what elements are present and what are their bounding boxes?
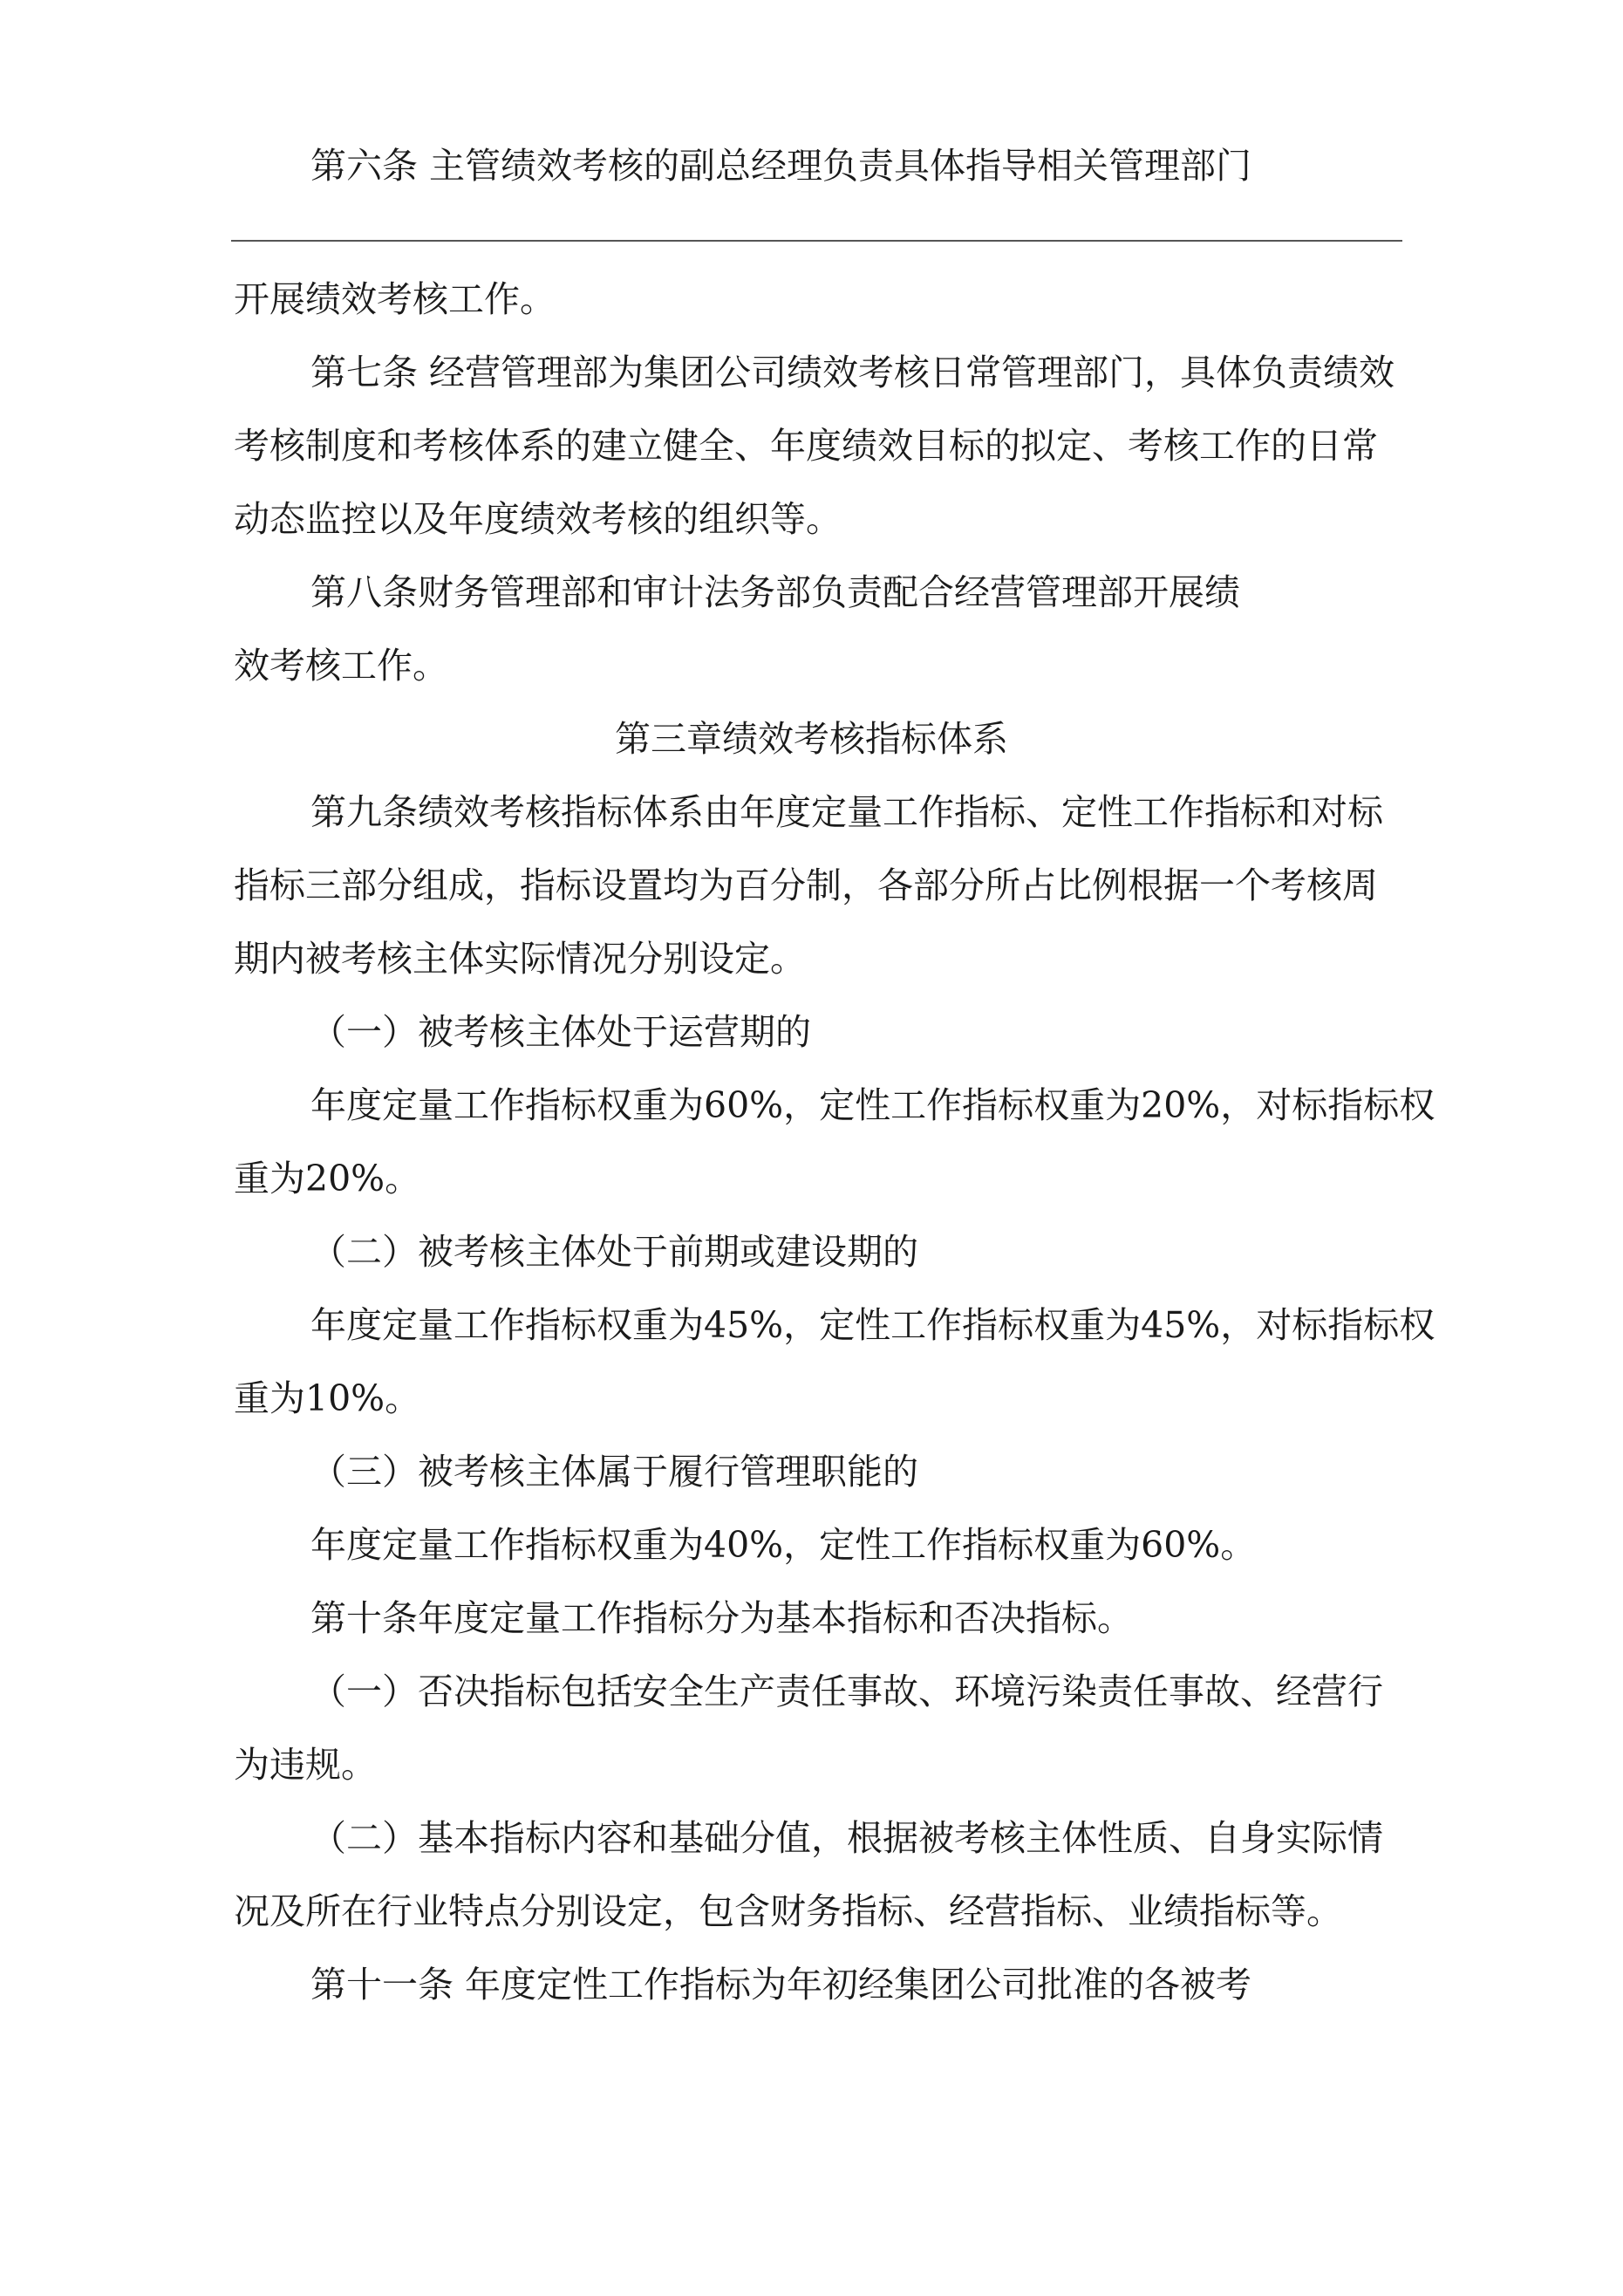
article-7-line: 第七条 经营管理部为集团公司绩效考核日常管理部门，具体负责绩效 [310,352,1395,393]
paragraph-line: 况及所在行业特点分别设定，包含财务指标、经营指标、业绩指标等。 [234,1890,1342,1932]
paragraph-line: 年度定量工作指标权重为60%，定性工作指标权重为20%，对标指标权 [310,1084,1435,1126]
article-8-line: 第八条财务管理部和审计法务部负责配合经营管理部开展绩 [310,571,1240,613]
paragraph-line: 年度定量工作指标权重为45%，定性工作指标权重为45%，对标指标权 [310,1304,1435,1346]
paragraph-line: 开展绩效考核工作。 [234,278,556,320]
list-item-3: （三）被考核主体属于履行管理职能的 [310,1451,918,1493]
chapter-3-title: 第三章绩效考核指标体系 [615,718,1008,760]
paragraph-line: 期内被考核主体实际情况分别设定。 [234,938,806,980]
list-item-basic: （二）基本指标内容和基础分值，根据被考核主体性质、自身实际情 [310,1817,1383,1859]
header-rule [231,240,1402,242]
article-6-heading: 第六条 主管绩效考核的副总经理负责具体指导相关管理部门 [310,145,1252,187]
list-item-2: （二）被考核主体处于前期或建设期的 [310,1231,918,1273]
paragraph-line: 为违规。 [234,1744,377,1786]
article-10-line: 第十条年度定量工作指标分为基本指标和否决指标。 [310,1597,1133,1639]
article-9-line: 第九条绩效考核指标体系由年度定量工作指标、定性工作指标和对标 [310,791,1383,833]
paragraph-line: 重为10%。 [234,1377,421,1419]
paragraph-line: 指标三部分组成，指标设置均为百分制，各部分所占比例根据一个考核周 [234,864,1378,906]
list-item-1: （一）被考核主体处于运营期的 [310,1011,811,1053]
paragraph-line: 动态监控以及年度绩效考核的组织等。 [234,498,842,540]
paragraph-line: 年度定量工作指标权重为40%，定性工作指标权重为60%。 [310,1524,1257,1566]
article-11-line: 第十一条 年度定性工作指标为年初经集团公司批准的各被考 [310,1964,1252,2006]
paragraph-line: 重为20%。 [234,1158,421,1199]
paragraph-line: 效考核工作。 [234,645,448,687]
list-item-veto: （一）否决指标包括安全生产责任事故、环境污染责任事故、经营行 [310,1671,1383,1712]
paragraph-line: 考核制度和考核体系的建立健全、年度绩效目标的拟定、考核工作的日常 [234,425,1378,467]
